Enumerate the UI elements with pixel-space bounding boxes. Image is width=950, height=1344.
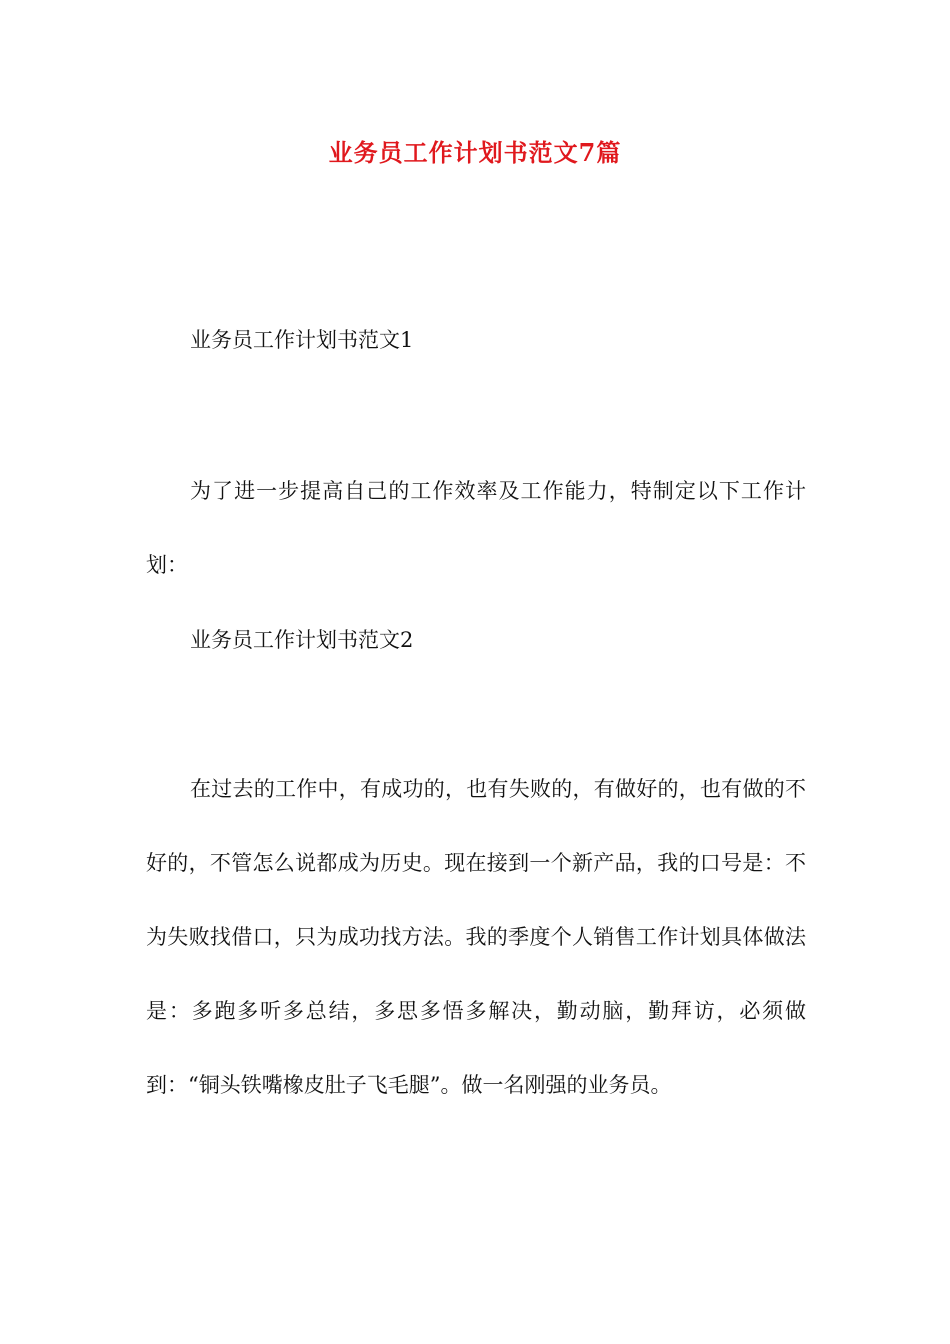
- section-paragraph-2: 在过去的工作中，有成功的，也有失败的，有做好的，也有做的不好的，不管怎么说都成为历史。现在接到一个新产品，我的口号是：不为失败找借口，只为成功找方法。我的季度个人销售工作计划具体做法是：多跑多听多总结，多思多悟多解决，勤动脑，勤拜访，必须做到：“铜头铁嘴橡皮肚子飞毛腿”。做一名刚强的业务员。: [146, 777, 806, 1097]
- section-heading-1: 业务员工作计划书范文1: [190, 328, 414, 352]
- document-title: 业务员工作计划书范文7篇: [328, 138, 622, 167]
- section-heading-2: 业务员工作计划书范文2: [190, 628, 414, 652]
- section-paragraph-1: 为了进一步提高自己的工作效率及工作能力，特制定以下工作计划：: [146, 479, 806, 577]
